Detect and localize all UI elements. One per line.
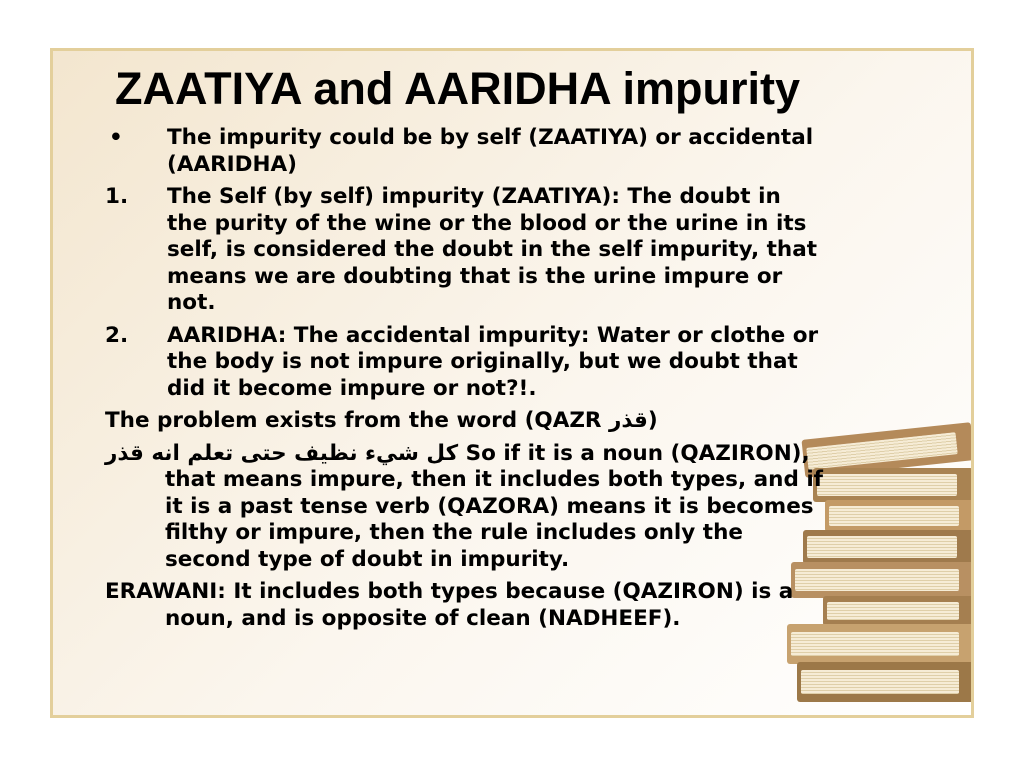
arabic-phrase: كل شيء نظيف حتى تعلم انه قذر — [105, 440, 459, 466]
slide-body — [105, 125, 825, 638]
numbered-marker-2: 2. — [105, 322, 129, 348]
numbered-item-2 — [105, 323, 825, 403]
numbered-item-1 — [105, 184, 825, 317]
bullet-item — [105, 125, 825, 178]
erawani-text: ERAWANI: It includes both types because (QAZIRON) is a noun, and is opposite of clean (NADHEEF). — [105, 579, 794, 631]
problem-paragraph — [105, 408, 825, 435]
bullet-text: The impurity could be by self (ZAATIYA) or accidental (AARIDHA) — [167, 125, 814, 177]
problem-line: The problem exists from the word (QAZR قذر) — [105, 408, 658, 433]
slide-title: ZAATIYA and AARIDHA impurity — [115, 63, 801, 114]
erawani-paragraph — [105, 579, 825, 632]
so-paragraph — [105, 441, 825, 574]
bullet-marker: • — [109, 125, 123, 150]
numbered-text-2: AARIDHA: The accidental impurity: Water or clothe or the body is not impure originally, but we doubt that did it become impure or not?!. — [167, 322, 819, 401]
slide-frame — [50, 48, 974, 718]
numbered-marker-1: 1. — [105, 184, 129, 209]
so-text: So if it is a noun (QAZIRON), that means impure, then it includes both types, and if it is a past tense verb (QAZORA) means it is becomes filthy or impure, then the rule includes only the second type of doubt in impurity. — [165, 440, 824, 572]
numbered-text-1: The Self (by self) impurity (ZAATIYA): The doubt in the purity of the wine or the blood or the urine in its self, is considered the doubt in the self impurity, that means we are doubting that is the urine impure or not. — [167, 184, 818, 315]
